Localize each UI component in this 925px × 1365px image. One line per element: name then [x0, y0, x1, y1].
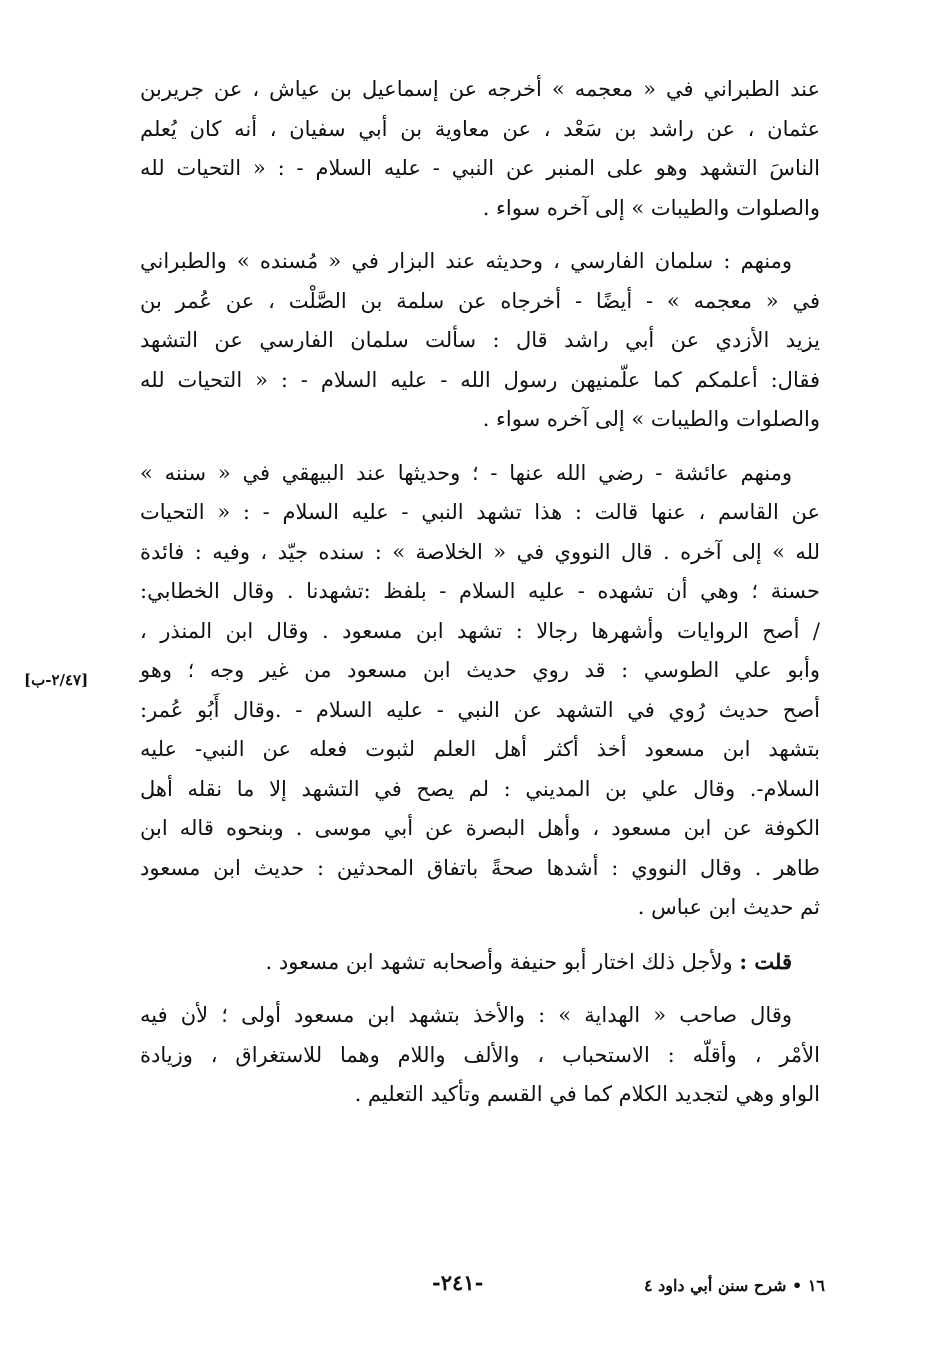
text-line: الناسَ التشهد وهو على المنبر عن النبي - عليه السلام - : « التحيات لله	[140, 156, 820, 180]
text-line: الواو وهي لتجديد الكلام كما في القسم وتأكيد التعليم .	[354, 1082, 820, 1106]
text-line: في « معجمه » - أيضًا - أخرجاه عن سلمة بن الصَّلْت ، عن عُمر بن	[140, 288, 820, 313]
text-line: الكوفة عن ابن مسعود ، وأهل البصرة عن أبي موسى . وبنحوه قاله ابن	[140, 816, 820, 840]
text-line	[140, 942, 820, 983]
text-line: أصح حديث رُوي في التشهد عن النبي - عليه السلام - .وقال أَبُو عُمر:	[140, 697, 820, 722]
manuscript-folio-note: [٢/٤٧-ب]	[24, 671, 89, 689]
text-line: ثم حديث ابن عباس .	[637, 895, 820, 919]
text-line: الأمْر ، وأقلّه : الاستحباب ، والألف واللام وهما للاستغراق ، وزيادة	[140, 1042, 820, 1067]
text-line: عن القاسم ، عنها قالت : هذا تشهد النبي - عليه السلام - : « التحيات	[140, 500, 820, 524]
page-body	[140, 70, 820, 1129]
text-line: حسنة ؛ وهي أن تشهده - عليه السلام - بلفظ :تشهدنا . وقال الخطابي:	[140, 579, 821, 603]
paragraph-3	[140, 454, 820, 928]
text-line: والصلوات والطيبات » إلى آخره سواء .	[482, 195, 820, 220]
text-line: وقال صاحب « الهداية » : والأخذ بتشهد ابن مسعود أولى ؛ لأن فيه	[140, 1003, 792, 1027]
text-line: يزيد الأزدي عن أبي راشد قال : سألت سلمان الفارسي عن التشهد	[140, 328, 820, 352]
running-footer-title: ١٦ • شرح سنن أبي داود ٤	[643, 1276, 825, 1295]
text-line: والصلوات والطيبات » إلى آخره سواء .	[482, 407, 820, 431]
qultu-lead: قلت :	[739, 948, 792, 974]
text-line: عند الطبراني في « معجمه » أخرجه عن إسماعيل بن عياش ، عن جريربن	[140, 77, 820, 101]
text-line: / أصح الروايات وأشهرها رجالا : تشهد ابن مسعود . وقال ابن المنذر ،	[140, 618, 820, 643]
page-number: -٢٤١-	[432, 1270, 484, 1295]
paragraph-5	[140, 996, 820, 1115]
paragraph-4	[140, 942, 820, 983]
text-line: وأبو علي الطوسي : قد روي حديث ابن مسعود من غير وجه ؛ وهو	[140, 658, 820, 682]
text-line: ومنهم عائشة - رضي الله عنها - ؛ وحديثها عند البيهقي في « سننه »	[140, 460, 793, 485]
text-line: طاهر . وقال النووي : أشدها صحةً باتفاق المحدثين : حديث ابن مسعود	[140, 855, 820, 880]
text-line: السلام-. وقال علي بن المديني : لم يصح في التشهد إلا ما نقله أهل	[140, 776, 820, 801]
paragraph-1	[140, 70, 820, 228]
text-line: بتشهد ابن مسعود أخذ أكثر أهل العلم لثبوت فعله عن النبي- عليه	[140, 737, 820, 761]
text-line: فقال: أعلمكم كما علّمنيهن رسول الله - عليه السلام - : « التحيات لله	[140, 367, 820, 392]
text-line-rest: ولأجل ذلك اختار أبو حنيفة وأصحابه تشهد ابن مسعود .	[265, 949, 740, 974]
text-line: لله » إلى آخره . قال النووي في « الخلاصة » : سنده جيّد ، وفيه : فائدة	[140, 539, 820, 564]
paragraph-2	[140, 242, 820, 440]
text-line: ومنهم : سلمان الفارسي ، وحديثه عند البزار في « مُسنده » والطبراني	[140, 249, 792, 273]
text-line: عثمان ، عن راشد بن سَعْد ، عن معاوية بن أبي سفيان ، أنه كان يُعلم	[140, 116, 820, 141]
